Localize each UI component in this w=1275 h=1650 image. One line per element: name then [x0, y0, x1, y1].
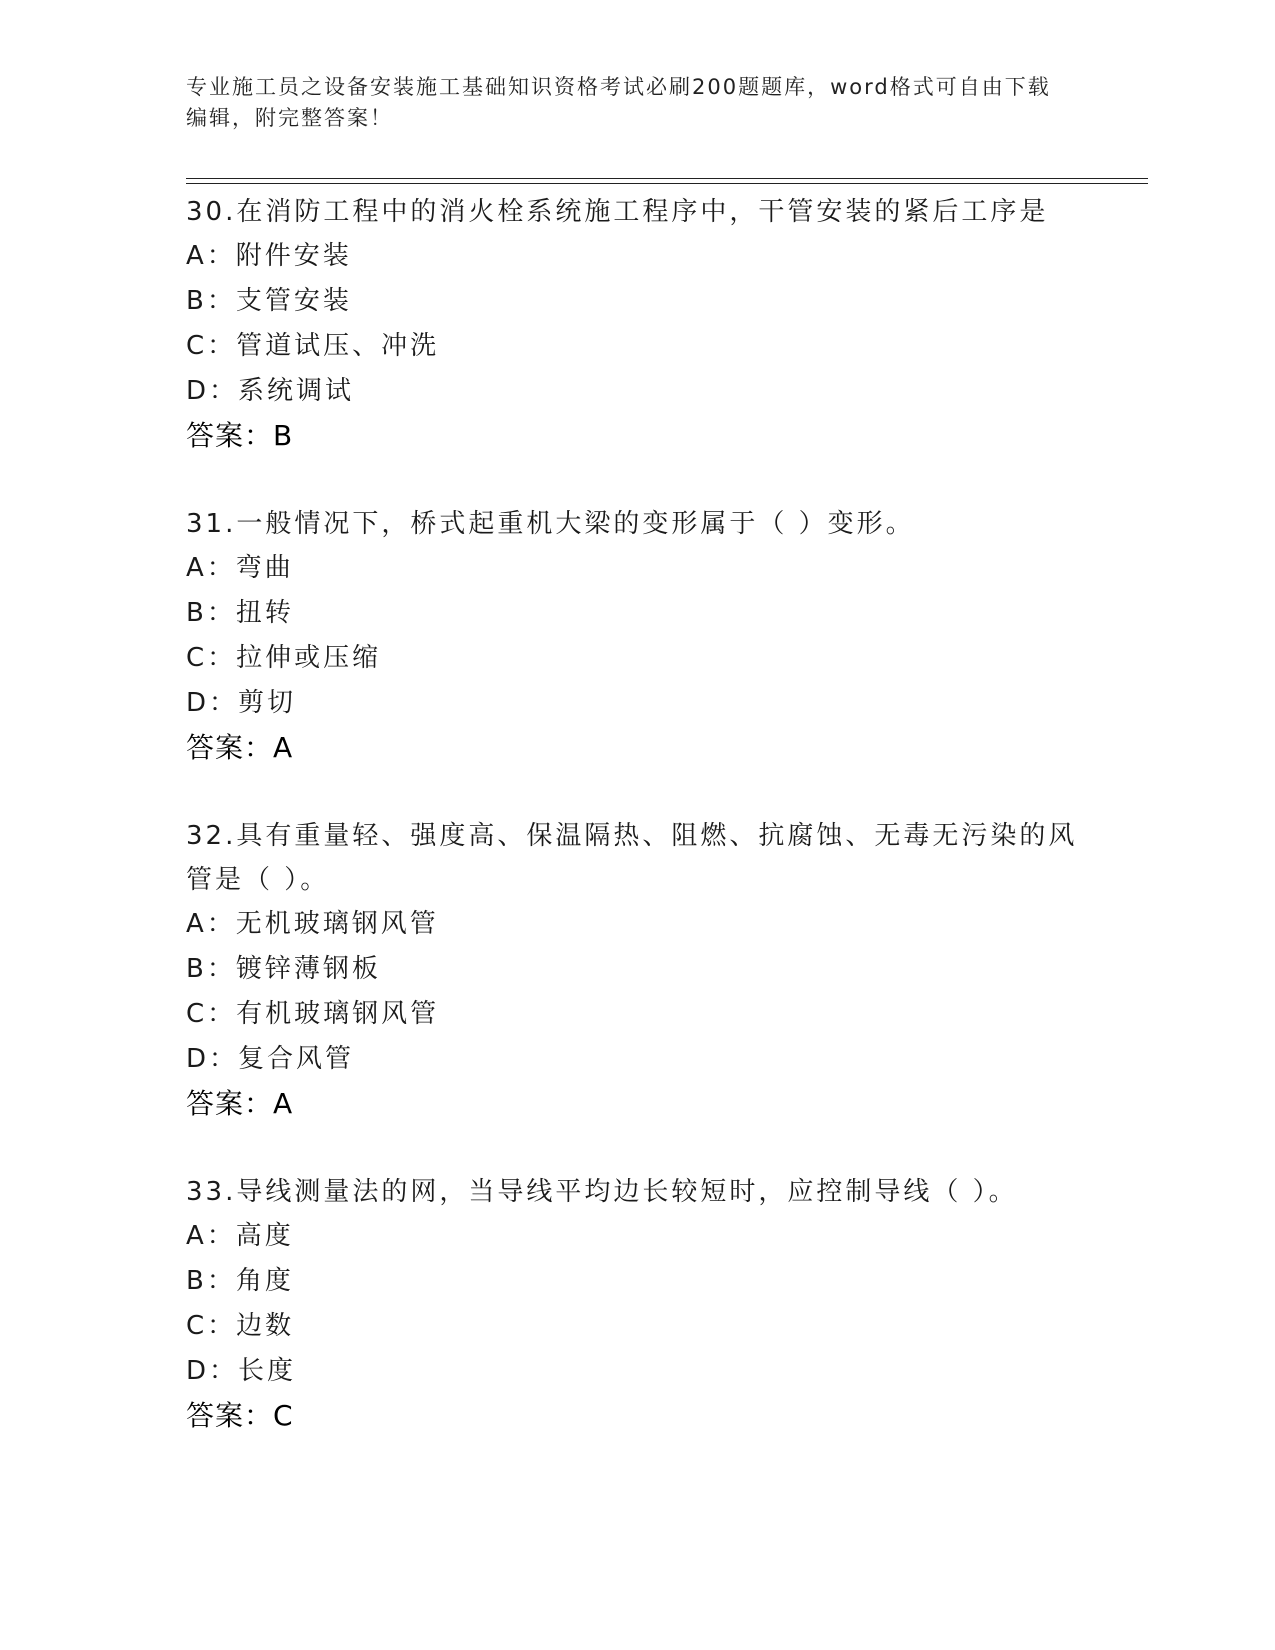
option-b: B：扭转 — [186, 598, 294, 628]
option-d: D：系统调试 — [186, 376, 355, 406]
answer: 答案：B — [186, 419, 294, 452]
answer: 答案：A — [186, 1087, 294, 1120]
answer: 答案：A — [186, 731, 294, 764]
header-divider-bottom — [186, 183, 1148, 184]
option-d: D：长度 — [186, 1356, 297, 1386]
answer: 答案：C — [186, 1399, 294, 1432]
header-divider-top — [186, 178, 1148, 179]
option-a: A：弯曲 — [186, 553, 294, 583]
option-a: A：无机玻璃钢风管 — [186, 909, 439, 939]
question-title: 33.导线测量法的网，当导线平均边长较短时，应控制导线（ ）。 — [186, 1177, 1018, 1207]
document-header: 专业施工员之设备安装施工基础知识资格考试必刷200题题库，word格式可自由下载编辑，附完整答案！ — [186, 75, 1051, 130]
question-33 — [186, 1170, 1086, 1438]
question-title: 31.一般情况下，桥式起重机大梁的变形属于（ ）变形。 — [186, 509, 915, 539]
question-32 — [186, 814, 1086, 1126]
option-c: C：管道试压、冲洗 — [186, 331, 440, 361]
option-c: C：有机玻璃钢风管 — [186, 999, 440, 1029]
option-b: B：角度 — [186, 1266, 294, 1296]
question-30 — [186, 190, 1086, 458]
question-title: 32.具有重量轻、强度高、保温隔热、阻燃、抗腐蚀、无毒无污染的风管是（ ）。 — [186, 821, 1078, 895]
option-a: A：附件安装 — [186, 241, 352, 271]
option-a: A：高度 — [186, 1221, 294, 1251]
option-b: B：支管安装 — [186, 286, 352, 316]
option-c: C：边数 — [186, 1311, 295, 1341]
question-31 — [186, 502, 1086, 770]
option-b: B：镀锌薄钢板 — [186, 954, 381, 984]
option-d: D：复合风管 — [186, 1044, 355, 1074]
question-title: 30.在消防工程中的消火栓系统施工程序中，干管安装的紧后工序是 — [186, 197, 1049, 227]
option-c: C：拉伸或压缩 — [186, 643, 382, 673]
question-list — [186, 190, 1086, 1482]
option-d: D：剪切 — [186, 688, 297, 718]
